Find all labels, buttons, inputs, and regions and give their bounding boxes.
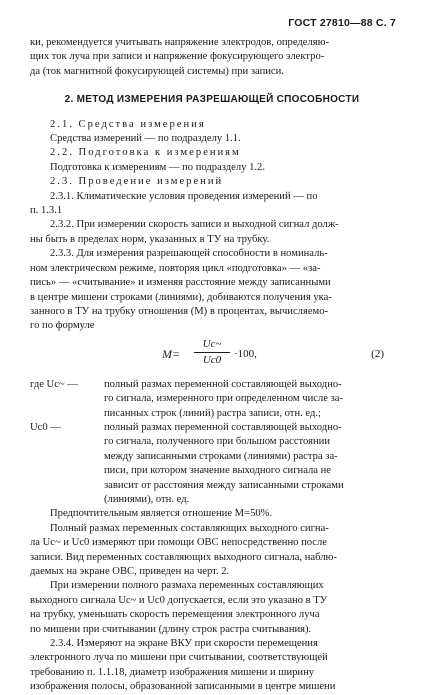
text-line: между записанными строками (линиями) растра за- (104, 450, 338, 462)
text-line: п. 1.3.1 (30, 205, 63, 217)
text-line: в центре мишени строками (линиями), добиваются получения ука- (30, 291, 332, 303)
text-line: по мишени при считывании (длину строк растра считывания). (30, 623, 312, 635)
formula-block (30, 338, 394, 372)
text-line: го сигнала, полученного при большом расстоянии (104, 436, 331, 448)
subsection-heading: 2.1. Средства измерения (50, 118, 206, 130)
text-line: (линиями), отн. ед. (104, 493, 190, 505)
paragraph-2-3-4 (30, 637, 394, 695)
text-line: го сигнала, измеренного при определенном числе за- (104, 393, 343, 405)
preferred-ratio: Предпочтительным является отношение M=50%. (50, 508, 273, 520)
text-line: полный размах переменной составляющей выходно- (104, 378, 342, 390)
text-line: требованию п. 1.1.18, диаметр изображения мишени и ширину (30, 666, 315, 678)
intro-paragraph (30, 36, 394, 79)
definitions-list (30, 378, 394, 508)
text-line: Полный размах переменных составляющих выходного сигна- (50, 522, 329, 534)
text-line: полный размах переменной составляющей выходно- (104, 421, 342, 433)
paragraph-full-swing (30, 522, 394, 580)
text-line: даемых на экране ОВС, приведен на черт. 2. (30, 566, 230, 577)
text-line: на трубку, уменьшать скорость перемещения электронного луча (30, 609, 320, 621)
subsection-heading: 2.3. Проведение измерений (50, 176, 224, 188)
text-line: писанных строк (линий) растра записи, отн. ед.; (104, 407, 321, 419)
text-line: го по формуле (30, 320, 95, 332)
subsection-heading: 2.2. Подготовка к измерениям (50, 147, 241, 159)
formula-denominator: Uc0 (202, 353, 222, 366)
definition-row (30, 378, 394, 421)
text-line: выходного сигнала Uc~ и Uc0 допускается, если это указано в ТУ (30, 594, 328, 606)
section-title: 2. МЕТОД ИЗМЕРЕНИЯ РАЗРЕШАЮЩЕЙ СПОСОБНОСТИ (64, 94, 360, 106)
text-line: записи. Вид переменных составляющих выходного сигнала, наблю- (30, 551, 337, 563)
text-line: 2.3.4. Измеряют на экране ВКУ при скорости перемещения (50, 638, 318, 650)
formula-numerator: Uc~ (194, 338, 230, 353)
paragraph-measure (30, 579, 394, 637)
text-line: ки, рекомендуется учитывать напряжение электродов, определяю- (30, 37, 330, 48)
paragraph-2-3-2 (30, 218, 394, 247)
paragraph-2-3-3 (30, 247, 394, 333)
text-line: занного в ТУ на трубку отношения (M) в процентах, вычисляемо- (30, 305, 329, 317)
text-line: электронного луча по мишени при считывании, соответствующей (30, 652, 328, 664)
text-line: пись» — «считывание» и изменяя расстояние между записанными (30, 277, 331, 289)
text-line: зависит от расстояния между записанными строками (104, 479, 344, 491)
definition-label: Uc0 — (30, 421, 61, 433)
text-line: Подготовка к измерениям — по подразделу 1.2. (50, 161, 265, 173)
definition-text (104, 421, 394, 507)
text-line: писи, при котором значение выходного сигнала не (104, 465, 332, 477)
text-line: ла Uc~ и Uc0 измеряют при помощи ОВС непосредственно после (30, 537, 328, 549)
formula-number: (2) (371, 347, 384, 360)
text-line: ны быть в пределах норм, указанных в ТУ на трубку. (30, 233, 270, 245)
text-line: Средства измерений — по подразделу 1.1. (50, 133, 241, 145)
definition-label: где Uc~ — (30, 378, 78, 390)
text-line: да (ток магнитной фокусирующей системы) при записи. (30, 65, 284, 77)
definition-text (104, 378, 394, 421)
formula-rhs: ·100, (234, 347, 257, 360)
text-line: При измерении полного размаха переменных составляющих (50, 580, 324, 592)
formula-lhs: M= (162, 346, 181, 361)
page-header: ГОСТ 27810—88 С. 7 (288, 17, 396, 29)
paragraph-2-3-1 (30, 190, 394, 219)
text-line: изображения полосы, образованной записанными в центре мишени (30, 681, 336, 693)
formula-fraction (194, 338, 230, 367)
text-line: 2.3.1. Климатические условия проведения измерений — по (50, 190, 318, 202)
text-line: щих ток луча при записи и напряжение фокусирующего электро- (30, 51, 325, 63)
text-line: ном электрическом режиме, повторяя цикл «подготовка» — «за- (30, 262, 321, 274)
page-body (30, 36, 394, 695)
text-line: 2.3.3. Для измерения разрешающей способности в номиналь- (50, 248, 328, 260)
definition-row (30, 421, 394, 507)
text-line: 2.3.2. При измерении скорость записи и выходной сигнал долж- (50, 219, 339, 231)
